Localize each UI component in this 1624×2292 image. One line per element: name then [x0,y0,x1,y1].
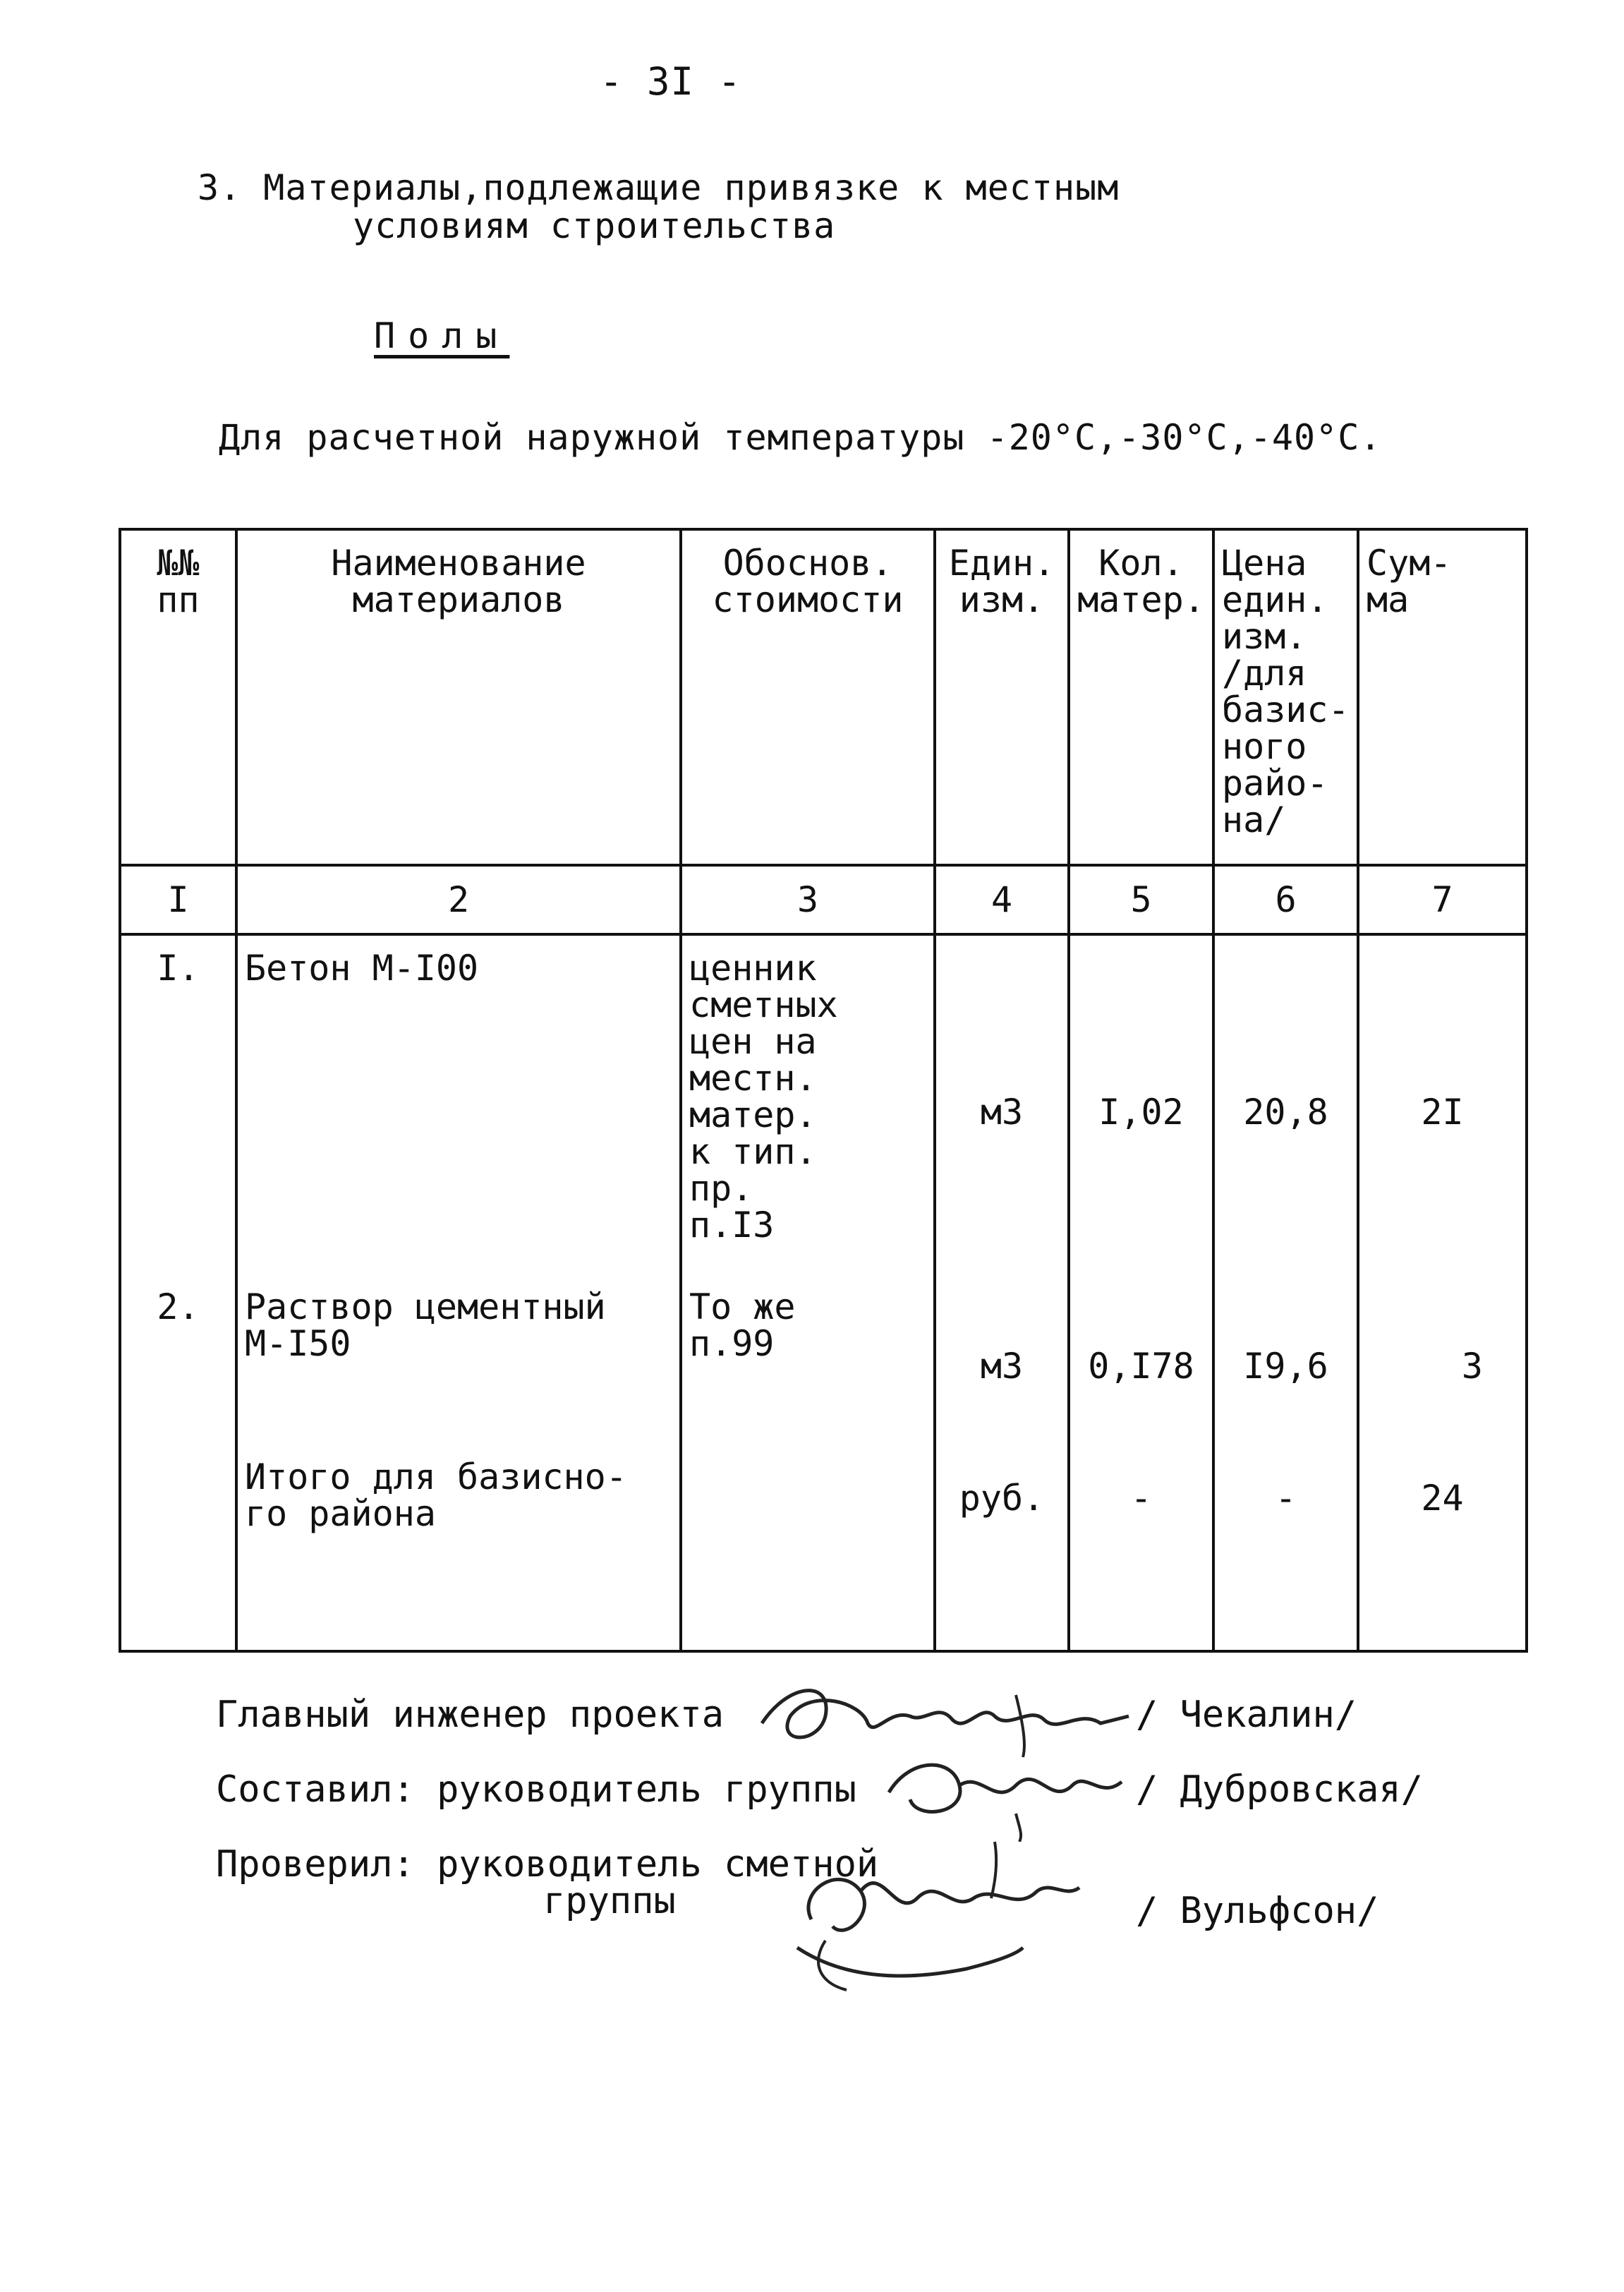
col-header-name: Наименование материалов [236,529,681,865]
col-number: 7 [1358,865,1527,934]
table-header-row [120,529,1527,865]
row-number: I. [120,934,236,1274]
material-name: Бетон М-I00 [236,934,681,1274]
cost-basis: ценник сметных цен на местн. матер. к тип. пр. п.I3 [681,934,935,1274]
unit-price: 20,8 [1213,934,1358,1274]
row-number: 2. [120,1274,236,1444]
material-name: Итого для базисно- го района [236,1444,681,1651]
compiled-by-name: / Дубровская/ [1136,1768,1423,1811]
subsection-title: Полы [374,315,510,356]
checked-by-label-line1: Проверил: руководитель сметной [216,1843,879,1886]
materials-table [119,528,1528,1653]
material-name: Раствор цементный М-I50 [236,1274,681,1444]
unit-price: I9,6 [1213,1274,1358,1444]
col-header-price: Цена един. изм. /для базис- ного райо- на/ [1213,529,1358,865]
col-number: 3 [681,865,935,934]
col-number: 4 [935,865,1069,934]
sum: 2I [1358,934,1527,1274]
section-title-line1: 3. Материалы,подлежащие привязке к местным [198,167,1120,208]
chief-engineer-label: Главный инженер проекта [216,1694,725,1736]
unit: м3 [935,934,1069,1274]
page-number: - 3I - [600,59,742,104]
table-row [120,1444,1527,1651]
cost-basis: То же п.99 [681,1274,935,1444]
col-header-basis: Обоснов. стоимости [681,529,935,865]
checked-by-name: / Вульфсон/ [1136,1890,1379,1932]
checked-by-signature [783,1835,1093,1997]
col-number: 2 [236,865,681,934]
unit-price: - [1213,1444,1358,1651]
table-row [120,934,1527,1274]
chief-engineer-name: / Чекалин/ [1136,1694,1357,1736]
quantity: - [1069,1444,1213,1651]
sum: 24 [1358,1444,1527,1651]
cost-basis [681,1444,935,1651]
unit: м3 [935,1274,1069,1444]
quantity: 0,I78 [1069,1274,1213,1444]
compiled-by-label: Составил: руководитель группы [216,1768,856,1811]
col-number: 5 [1069,865,1213,934]
col-header-sum: Сум- ма [1358,529,1527,865]
unit: руб. [935,1444,1069,1651]
section-title-line2: условиям строительства [353,205,836,246]
sum: 3 [1358,1274,1527,1444]
column-number-row [120,865,1527,934]
col-number: I [120,865,236,934]
quantity: I,02 [1069,934,1213,1274]
checked-by-label-line2: группы [543,1880,676,1922]
temperature-note: Для расчетной наружной температуры -20°С,-30°С,-40°С. [219,417,1382,458]
col-header-quantity: Кол. матер. [1069,529,1213,865]
row-number [120,1444,236,1651]
col-header-unit: Един. изм. [935,529,1069,865]
compiled-by-signature [875,1743,1143,1842]
col-header-number: №№ пп [120,529,236,865]
col-number: 6 [1213,865,1358,934]
table-row [120,1274,1527,1444]
